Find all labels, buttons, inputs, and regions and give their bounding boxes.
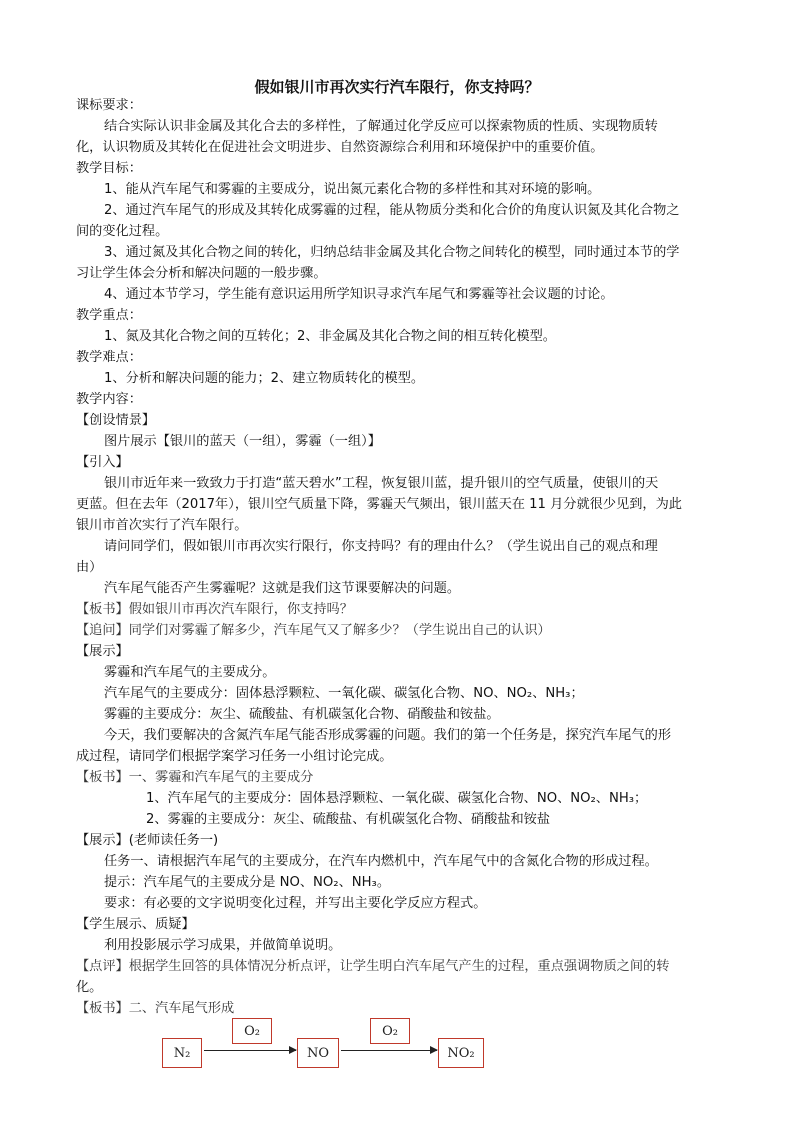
paragraph-line: 3、通过氮及其化合物之间的转化，归纳总结非金属及其化合物之间转化的模型，同时通过本节的学: [104, 245, 680, 260]
paragraph-line: 由）: [76, 560, 103, 575]
paragraph-line: 银川市首次实行了汽车限行。: [76, 518, 248, 533]
paragraph-line: 任务一、请根据汽车尾气的主要成分，在汽车内燃机中，汽车尾气中的含氮化合物的形成过程。: [104, 854, 658, 869]
paragraph-line: 银川市近年来一致致力于打造“蓝天碧水”工程，恢复银川蓝，提升银川的空气质量，使银川的天: [104, 476, 659, 491]
paragraph-line: 间的变化过程。: [76, 224, 169, 239]
page-title: 假如银川市再次实行汽车限行，你支持吗？: [254, 78, 540, 96]
bracket-heading: 【展示】(老师读任务一): [76, 833, 219, 848]
section-heading: 教学难点：: [76, 350, 142, 365]
paragraph-line: 汽车尾气能否产生雾霾呢？这就是我们这节课要解决的问题。: [104, 581, 461, 596]
board-note: 【板书】一、雾霾和汽车尾气的主要成分: [76, 770, 314, 785]
paragraph-line: 雾霾的主要成分：灰尘、硫酸盐、有机碳氢化合物、硝酸盐和铵盐。: [104, 707, 500, 722]
paragraph-line: 1、氮及其化合物之间的互转化；2、非金属及其化合物之间的相互转化模型。: [104, 329, 556, 344]
paragraph-line: 化，认识物质及其转化在促进社会文明进步、自然资源综合利用和环境保护中的重要价值。: [76, 140, 604, 155]
paragraph-line: 2、通过汽车尾气的形成及其转化成雾霾的过程，能从物质分类和化合价的角度认识氮及其化合物之: [104, 203, 680, 218]
o2-reactant-box: O₂: [370, 1018, 410, 1044]
no2-box: NO₂: [438, 1038, 484, 1068]
bracket-heading: 【学生展示、质疑】: [76, 917, 195, 932]
no-box: NO: [297, 1038, 339, 1068]
paragraph-line: 要求：有必要的文字说明变化过程，并写出主要化学反应方程式。: [104, 896, 487, 911]
paragraph-line: 1、分析和解决问题的能力；2、建立物质转化的模型。: [104, 371, 425, 386]
arrow-icon: [341, 1050, 437, 1051]
paragraph-line: 雾霾和汽车尾气的主要成分。: [104, 665, 276, 680]
section-heading: 课标要求：: [76, 98, 142, 113]
paragraph-line: 利用投影展示学习成果，并做简单说明。: [104, 938, 342, 953]
paragraph-line: 1、能从汽车尾气和雾霾的主要成分，说出氮元素化合物的多样性和其对环境的影响。: [104, 182, 601, 197]
o2-reactant-box: O₂: [232, 1018, 272, 1044]
board-note: 【板书】二、汽车尾气形成: [76, 1001, 235, 1016]
section-heading: 教学目标：: [76, 161, 142, 176]
section-heading: 教学内容：: [76, 392, 142, 407]
paragraph-line: 今天，我们要解决的含氮汽车尾气能否形成雾霾的问题。我们的第一个任务是，探究汽车尾气的形: [104, 728, 672, 743]
paragraph-line: 习让学生体会分析和解决问题的一般步骤。: [76, 266, 327, 281]
bracket-heading: 【展示】: [76, 644, 129, 659]
bracket-heading: 【创设情景】: [76, 413, 156, 428]
paragraph-line: 请问同学们，假如银川市再次实行限行，你支持吗？有的理由什么？（学生说出自己的观点和理: [104, 539, 658, 554]
paragraph-line: 成过程，请同学们根据学案学习任务一小组讨论完成。: [76, 749, 393, 764]
comment-line: 【点评】根据学生回答的具体情况分析点评，让学生明白汽车尾气产生的过程，重点强调物质之间的转: [76, 959, 670, 974]
paragraph-line: 结合实际认识非金属及其化合去的多样性，了解通过化学反应可以探索物质的性质、实现物质转: [104, 119, 658, 134]
paragraph-line: 2、雾霾的主要成分：灰尘、硫酸盐、有机碳氢化合物、硝酸盐和铵盐: [146, 812, 551, 827]
arrow-icon: [204, 1050, 296, 1051]
paragraph-line: 4、通过本节学习，学生能有意识运用所学知识寻求汽车尾气和雾霾等社会议题的讨论。: [104, 287, 614, 302]
paragraph-line: 更蓝。但在去年（2017年），银川空气质量下降，雾霾天气频出，银川蓝天在 11 月分就很少见到，为此: [76, 497, 682, 512]
bracket-heading: 【引入】: [76, 455, 129, 470]
n2-box: N₂: [162, 1038, 202, 1068]
paragraph-line: 1、汽车尾气的主要成分：固体悬浮颗粒、一氧化碳、碳氢化合物、NO、NO₂、NH₃；: [146, 791, 648, 806]
paragraph-line: 化。: [76, 980, 103, 995]
paragraph-line: 汽车尾气的主要成分：固体悬浮颗粒、一氧化碳、碳氢化合物、NO、NO₂、NH₃；: [104, 686, 584, 701]
paragraph-line: 图片展示【银川的蓝天（一组），雾霾（一组）】: [104, 434, 381, 449]
board-note: 【板书】假如银川市再次汽车限行，你支持吗？: [76, 602, 353, 617]
follow-up-question: 【追问】同学们对雾霾了解多少，汽车尾气又了解多少？（学生说出自己的认识）: [76, 623, 551, 638]
paragraph-line: 提示：汽车尾气的主要成分是 NO、NO₂、NH₃。: [104, 875, 391, 890]
section-heading: 教学重点：: [76, 308, 142, 323]
